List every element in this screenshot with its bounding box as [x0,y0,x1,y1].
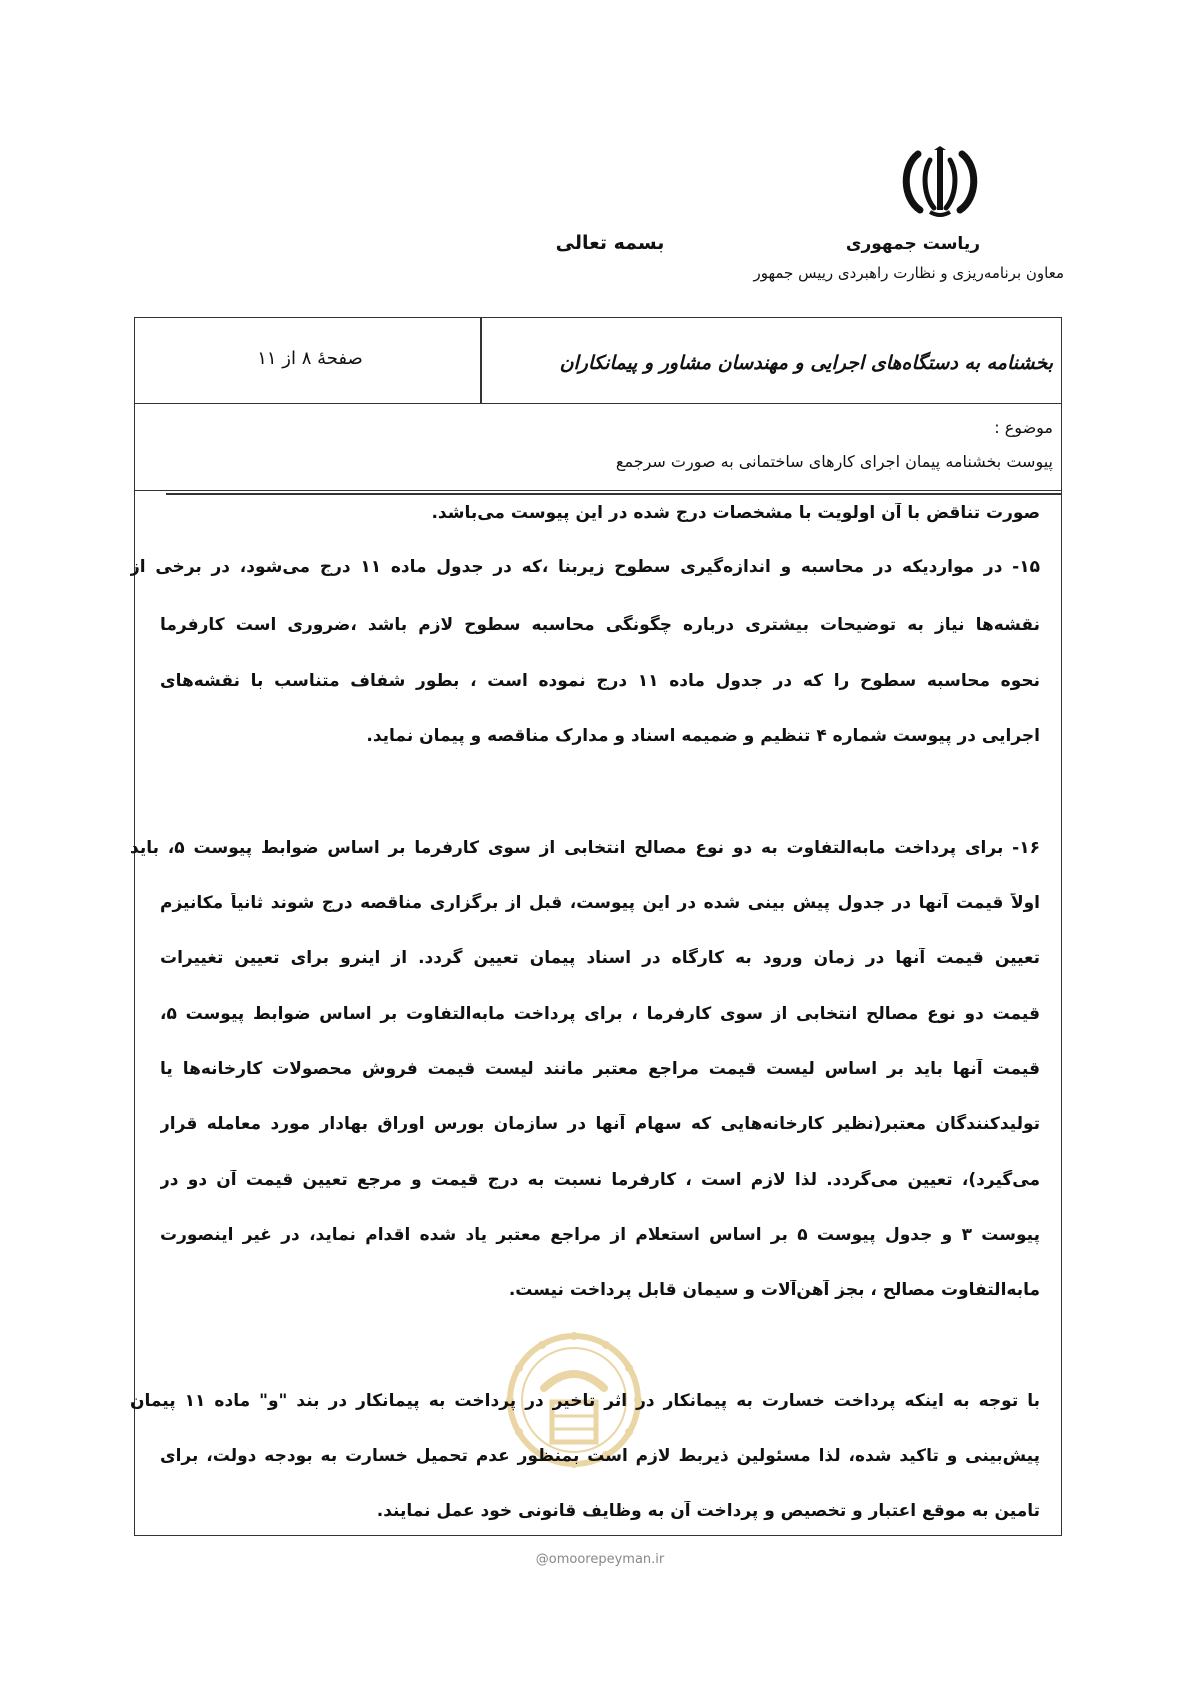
body-line-p16-4: قیمت دو نوع مصالح انتخابی از سوی کارفرما ، برای پرداخت مابه‌التفاوت بر اساس ضوابط پیوست ۵، [160,1004,1040,1024]
footer-url: @omoorepeyman.ir [535,1552,665,1567]
body-line-final-3: تامین به موقع اعتبار و تخصیص و پرداخت آن به وظایف قانونی خود عمل نمایند. [376,1501,1040,1521]
body-line-p15-2: نقشه‌ها نیاز به توضیحات بیشتری درباره چگونگی محاسبه سطوح لازم باشد ،ضروری است کارفرما [160,615,1040,635]
iran-emblem-icon [896,146,984,218]
body-line-p16-7: می‌گیرد)، تعیین می‌گردد. لذا لازم است ، کارفرما نسبت به درج قیمت و مرجع تعیین قیمت آن دو در [160,1170,1040,1190]
body-line-p16-6: تولیدکنندگان معتبر(نظیر کارخانه‌هایی که سهام آنها در سازمان بورس اوراق بهادار مورد معامله قرار [160,1114,1040,1134]
body-line-p16-3: تعیین قیمت آنها در زمان ورود به کارگاه در اسناد پیمان تعیین گردد. از اینرو برای تعیین تغییرات [160,948,1040,968]
content-box-top-border [166,493,1062,495]
body-line-intro: صورت تناقض با آن اولویت با مشخصات درج شده در این پیوست می‌باشد. [431,503,1040,523]
subject-text: پیوست بخشنامه پیمان اجرای کارهای ساختمانی به صورت سرجمع [615,452,1053,471]
body-line-p16-5: قیمت آنها باید بر اساس لیست قیمت مراجع معتبر مانند لیست قیمت فروش محصولات کارخانه‌ها یا [160,1059,1040,1079]
invocation-heading: بسمه تعالی [555,232,665,254]
page-indicator: صفحهٔ ۸ از ۱۱ [257,348,363,369]
body-line-p16-2: اولاً قیمت آنها در جدول پیش بینی شده در این پیوست، قبل از برگزاری مناقصه درج شوند ثانیاً مکانیزم [160,893,1040,913]
header-table-row [135,318,1061,404]
body-line-p15-3: نحوه محاسبه سطوح را که در جدول ماده ۱۱ درج نموده است ، بطور شفاف متناسب با نقشه‌های [160,671,1040,691]
body-line-p16-8: پیوست ۳ و جدول پیوست ۵ بر اساس استعلام از مراجع معتبر یاد شده اقدام نماید، در غیر اینصورت [160,1225,1040,1245]
body-line-final-1: با توجه به اینکه پرداخت خسارت به پیمانکار در اثر تاخیر در پرداخت به پیمانکار در بند "و" ماده ۱۱ پیمان [130,1391,1040,1411]
subject-label: موضوع : [994,418,1053,437]
deputy-office-line: معاون برنامه‌ریزی و نظارت راهبردی رییس جمهور [753,264,1064,282]
body-line-p15-4: اجرایی در پیوست شماره ۴ تنظیم و ضمیمه اسناد و مدارک مناقصه و پیمان نماید. [366,726,1040,746]
organization-name: ریاست جمهوری [845,234,980,254]
body-line-p16-1: ۱۶- برای پرداخت مابه‌التفاوت به دو نوع مصالح انتخابی از سوی کارفرما بر اساس ضوابط پیوست ۵، باید [130,838,1040,858]
body-line-p15-1: ۱۵- در مواردیکه در محاسبه و اندازه‌گیری سطوح زیربنا ،که در جدول ماده ۱۱ درج می‌شود، در برخی از [130,557,1040,577]
circular-title: بخشنامه به دستگاه‌های اجرایی و مهندسان مشاور و پیمانکاران [559,352,1053,374]
body-line-final-2: پیش‌بینی و تاکید شده، لذا مسئولین ذیربط لازم است بمنظور عدم تحمیل خسارت به بودجه دولت، برای [160,1446,1040,1466]
column-divider [480,318,482,404]
header-table [134,317,1062,491]
body-line-p16-9: مابه‌التفاوت مصالح ، بجز آهن‌آلات و سیمان قابل پرداخت نیست. [508,1280,1040,1300]
